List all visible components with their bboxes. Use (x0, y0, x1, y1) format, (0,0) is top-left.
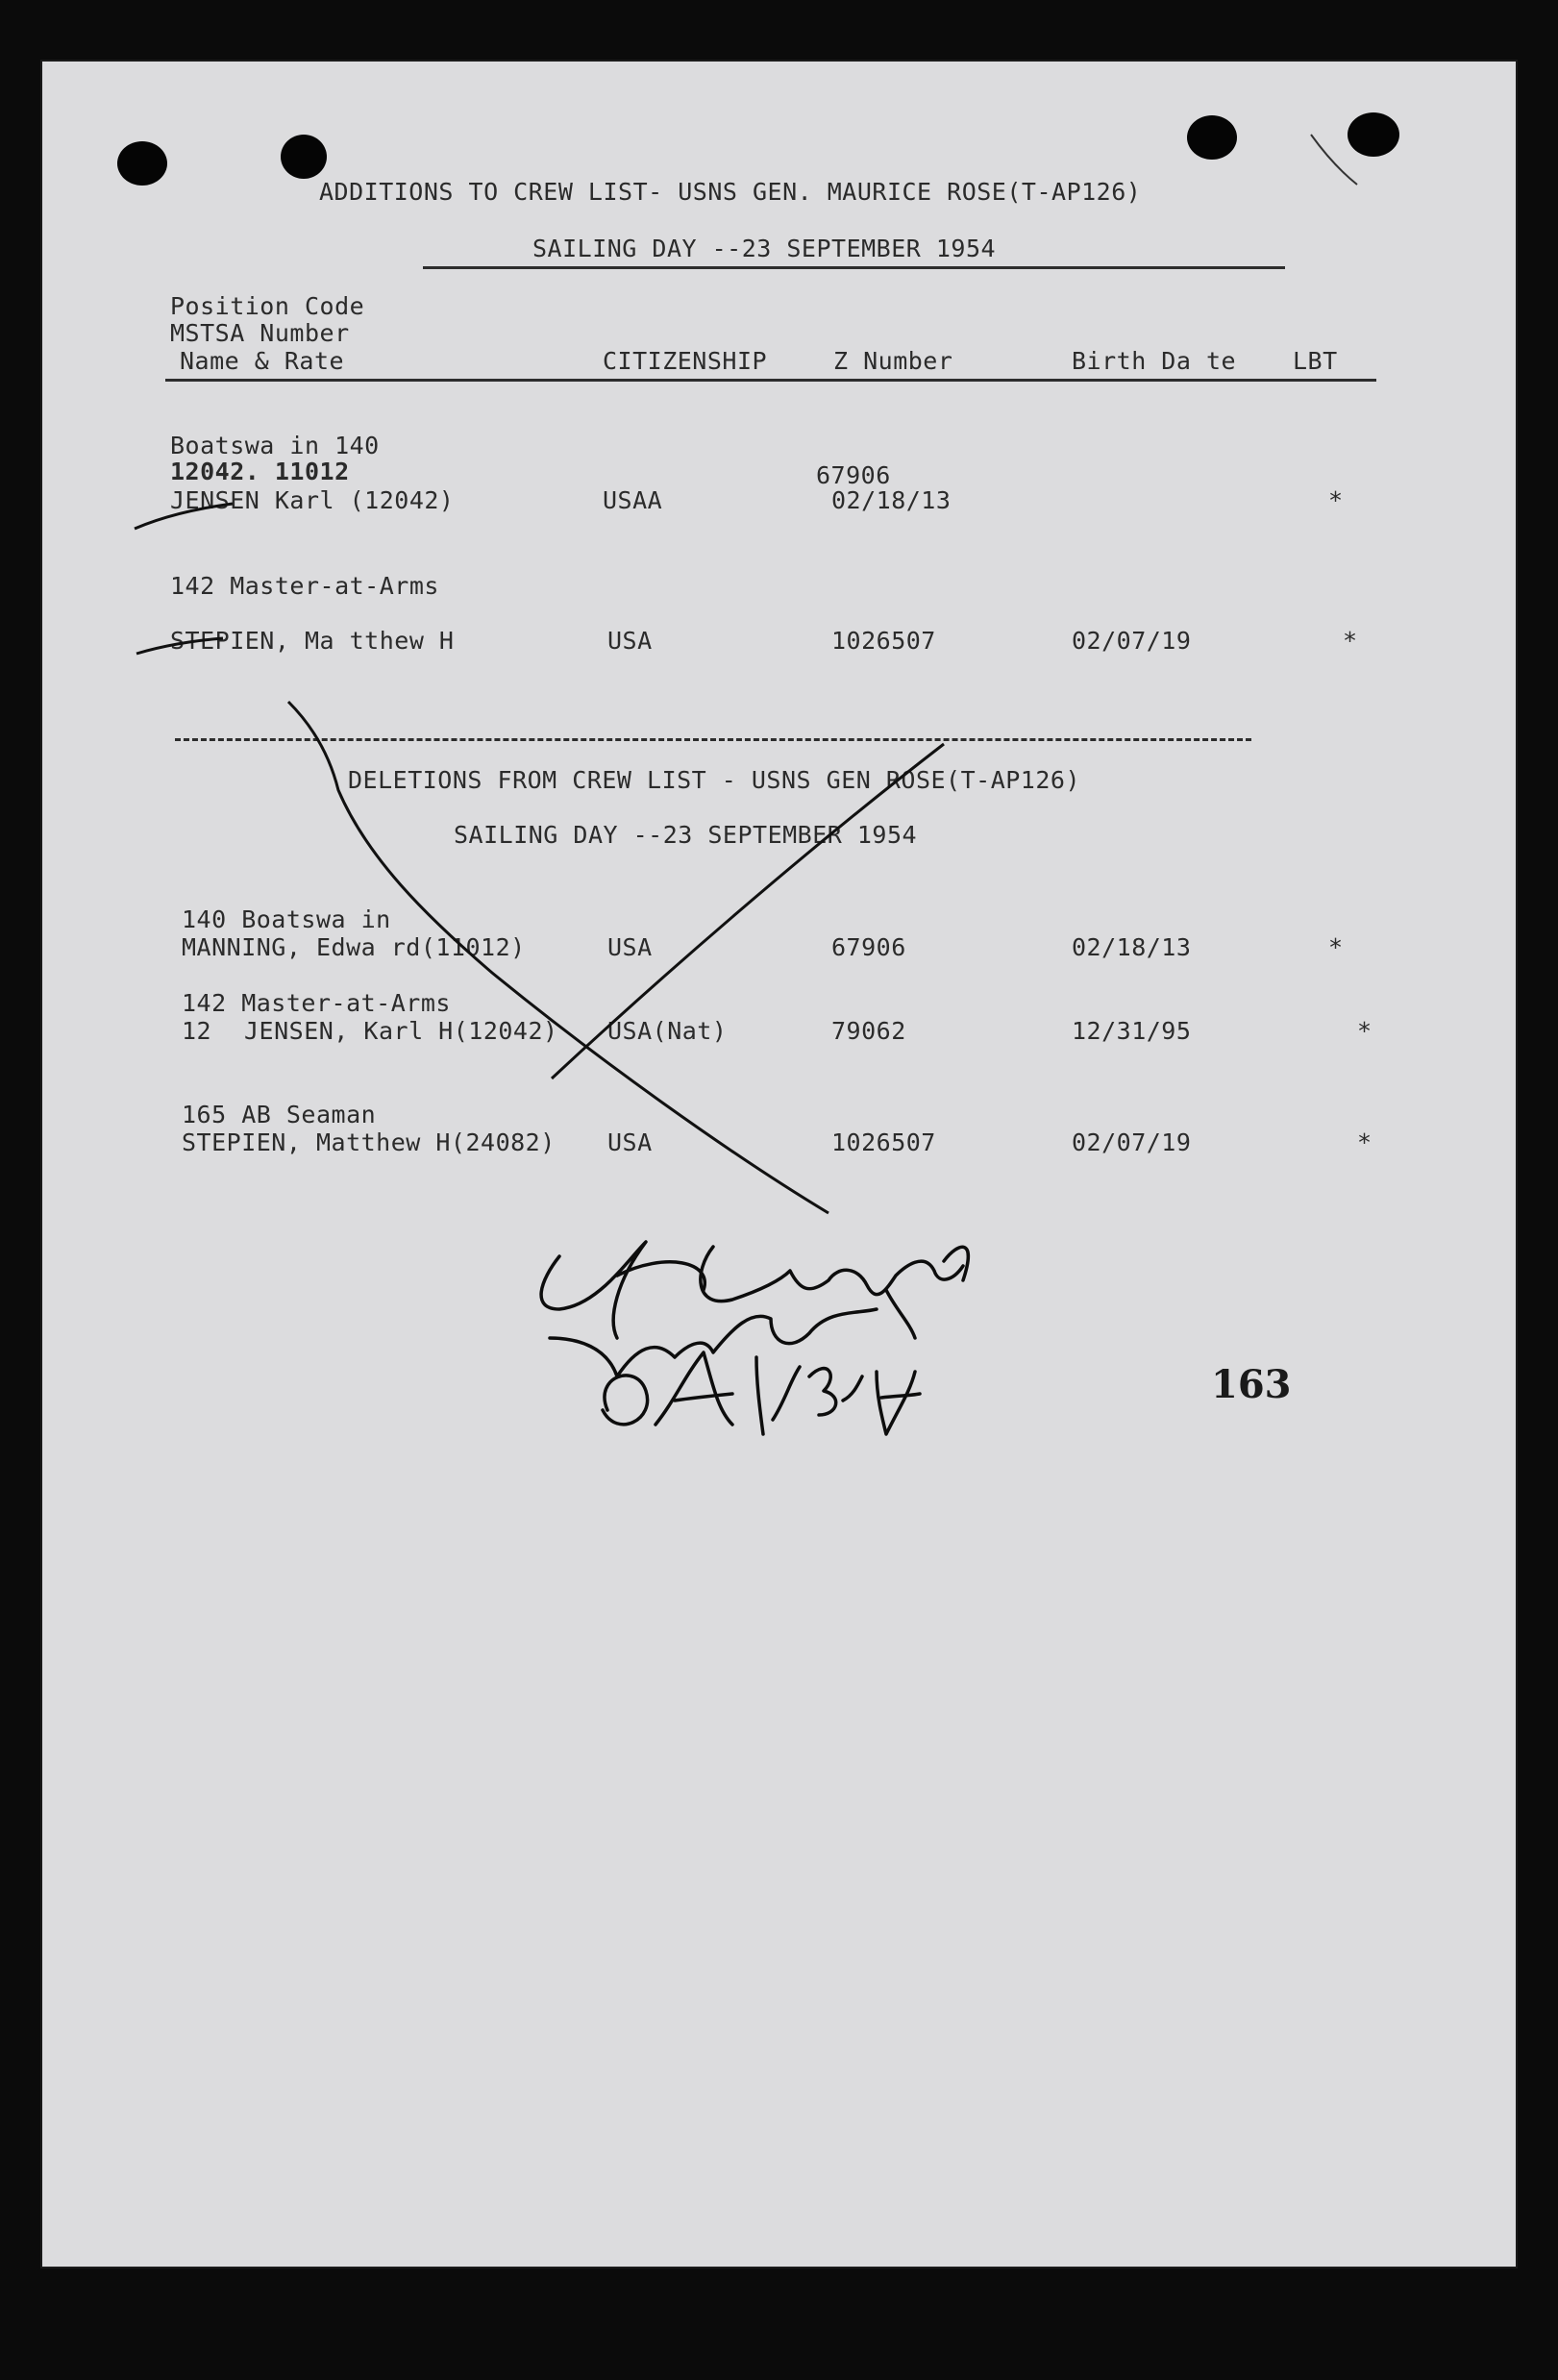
handwritten-signature (40, 60, 1518, 2268)
addition-1-mstsa: 12042. 11012 (170, 458, 350, 485)
deletion-3-name: STEPIEN, Matthew H(24082) (182, 1128, 556, 1156)
addition-1-position: Boatswa in 140 (170, 432, 380, 459)
deletion-3-z-number: 1026507 (831, 1128, 936, 1156)
deletion-3-citizenship: USA (607, 1128, 653, 1156)
header-z-number: Z Number (833, 347, 953, 375)
deletion-1-z-number: 67906 (831, 933, 906, 961)
header-birth-date: Birth Da te (1072, 347, 1237, 375)
addition-2-z-number: 1026507 (831, 627, 936, 655)
addition-2-citizenship: USA (607, 627, 653, 655)
deletion-2-name: JENSEN, Karl H(12042) (244, 1017, 558, 1045)
document-page (40, 60, 1518, 2268)
addition-1-name: JENSEN Karl (12042) (170, 486, 455, 514)
addition-2-position: 142 Master-at-Arms (170, 572, 439, 600)
deletion-1-name: MANNING, Edwa rd(11012) (182, 933, 526, 961)
header-lbt: LBT (1293, 347, 1338, 375)
deletion-2-position: 142 Master-at-Arms (182, 989, 451, 1017)
deletion-2-z-number: 79062 (831, 1017, 906, 1045)
deletion-2-birth-date: 12/31/95 (1072, 1017, 1192, 1045)
deletions-sailing-day: SAILING DAY --23 SEPTEMBER 1954 (454, 821, 918, 849)
deletion-1-citizenship: USA (607, 933, 653, 961)
header-citizenship: CITIZENSHIP (603, 347, 768, 375)
addition-1-z-number: 67906 (816, 461, 891, 489)
addition-2-lbt: * (1343, 627, 1358, 655)
addition-1-lbt: * (1328, 486, 1344, 514)
deletion-3-lbt: * (1357, 1128, 1373, 1156)
deletion-1-birth-date: 02/18/13 (1072, 933, 1192, 961)
addition-2-birth-date: 02/07/19 (1072, 627, 1192, 655)
deletion-3-birth-date: 02/07/19 (1072, 1128, 1192, 1156)
deletion-2-citizenship: USA(Nat) (607, 1017, 728, 1045)
header-position-code: Position Code (170, 292, 365, 320)
header-mstsa-number: MSTSA Number (170, 319, 350, 347)
deletion-1-lbt: * (1328, 933, 1344, 961)
addition-2-name: STEPIEN, Ma tthew H (170, 627, 455, 655)
page-number: 163 (1211, 1362, 1292, 1407)
header-name-rate: Name & Rate (180, 347, 345, 375)
deletion-3-position: 165 AB Seaman (182, 1101, 377, 1128)
additions-title: ADDITIONS TO CREW LIST- USNS GEN. MAURICE ROSE(T-AP126) (319, 178, 1142, 206)
deletion-2-lbt: * (1357, 1017, 1373, 1045)
deletion-1-position: 140 Boatswa in (182, 905, 391, 933)
additions-sailing-day: SAILING DAY --23 SEPTEMBER 1954 (532, 235, 997, 262)
deletions-title: DELETIONS FROM CREW LIST - USNS GEN ROSE(T-AP126) (348, 766, 1081, 794)
addition-1-birth-date: 02/18/13 (831, 486, 952, 514)
addition-1-citizenship: USAA (603, 486, 663, 514)
deletion-2-prefix: 12 (182, 1017, 212, 1045)
